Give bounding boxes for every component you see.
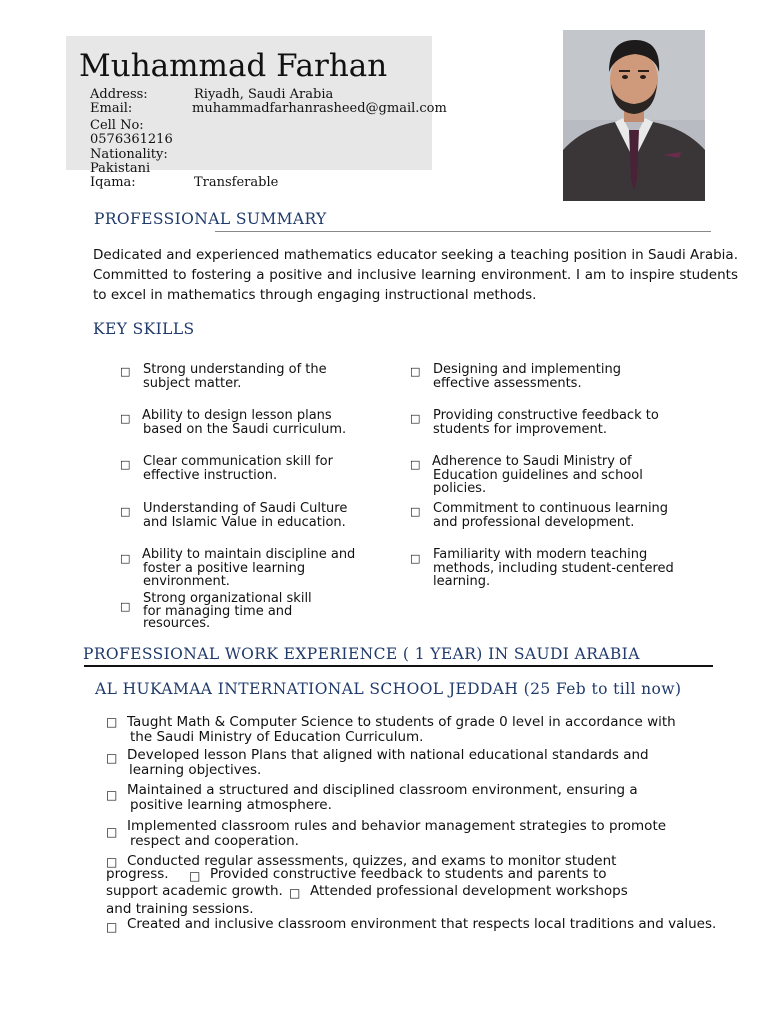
skill-line: Education guidelines and school bbox=[433, 467, 643, 483]
summary-heading: PROFESSIONAL SUMMARY bbox=[94, 210, 327, 228]
skill-line: and Islamic Value in education. bbox=[143, 514, 346, 530]
cell-value: 0576361216 bbox=[90, 132, 173, 147]
skill-line: methods, including student-centered bbox=[433, 560, 674, 576]
experience-line: Developed lesson Plans that aligned with national educational standards and bbox=[127, 747, 649, 763]
experience-item bbox=[127, 783, 638, 812]
bullet-icon: □ bbox=[289, 886, 301, 900]
experience-item bbox=[127, 715, 676, 744]
experience-heading: PROFESSIONAL WORK EXPERIENCE ( 1 YEAR) IN SAUDI ARABIA bbox=[83, 645, 640, 663]
bullet-icon: □ bbox=[120, 552, 131, 565]
bullet-icon: □ bbox=[120, 600, 131, 613]
experience-line: Taught Math & Computer Science to students of grade 0 level in accordance with bbox=[127, 714, 676, 730]
candidate-name: Muhammad Farhan bbox=[79, 48, 388, 84]
cell-label: Cell No: bbox=[90, 118, 144, 133]
skill-line: based on the Saudi curriculum. bbox=[143, 421, 347, 437]
bullet-icon: □ bbox=[120, 505, 131, 518]
experience-item bbox=[127, 819, 666, 848]
skill-item bbox=[142, 548, 382, 589]
skill-item bbox=[433, 548, 713, 589]
nationality-value: Pakistani bbox=[90, 161, 151, 176]
profile-photo bbox=[563, 30, 705, 201]
bullet-icon: □ bbox=[106, 751, 118, 765]
skill-line: and professional development. bbox=[433, 514, 635, 530]
bullet-icon: □ bbox=[189, 869, 201, 883]
skill-item bbox=[143, 455, 383, 482]
skill-line: Understanding of Saudi Culture bbox=[143, 501, 348, 516]
skill-line: environment. bbox=[143, 574, 230, 589]
bullet-icon: □ bbox=[410, 458, 421, 471]
experience-line: and training sessions. bbox=[106, 901, 254, 917]
bullet-icon: □ bbox=[410, 412, 421, 425]
skill-line: Adherence to Saudi Ministry of bbox=[432, 454, 632, 469]
bullet-icon: □ bbox=[106, 788, 118, 802]
skill-item bbox=[143, 593, 383, 631]
skill-line: effective assessments. bbox=[433, 375, 582, 391]
skill-line: Ability to maintain discipline and bbox=[142, 547, 356, 562]
skill-line: resources. bbox=[143, 616, 211, 631]
experience-line: Implemented classroom rules and behavior management strategies to promote bbox=[127, 818, 667, 834]
summary-text: Dedicated and experienced mathematics educator seeking a teaching position in Saudi Arabia. Committed to fostering a positive and inclusive learning environment. I am to inspire students to excel in mathematics through engaging instructional methods. bbox=[93, 247, 738, 303]
experience-line: Provided constructive feedback to students and parents to bbox=[210, 866, 607, 882]
skill-line: Providing constructive feedback to bbox=[433, 408, 659, 423]
iqama-label: Iqama: bbox=[90, 175, 136, 190]
skill-line: Designing and implementing bbox=[433, 362, 621, 377]
skill-line: Ability to design lesson plans bbox=[142, 408, 332, 423]
address-label: Address: bbox=[90, 87, 148, 102]
experience-line: Conducted regular assessments, quizzes, and exams to monitor student bbox=[127, 853, 617, 869]
experience-line: respect and cooperation. bbox=[130, 832, 299, 849]
skill-line: Strong organizational skill bbox=[143, 591, 312, 606]
experience-line: progress. bbox=[106, 866, 169, 882]
summary-divider bbox=[215, 231, 711, 232]
iqama-value: Transferable bbox=[194, 175, 279, 190]
experience-item bbox=[127, 748, 649, 777]
skill-line: Strong understanding of the bbox=[143, 362, 327, 377]
experience-line: Maintained a structured and disciplined classroom environment, ensuring a bbox=[127, 782, 638, 798]
profile-photo-illustration bbox=[563, 30, 705, 201]
bullet-icon: □ bbox=[120, 412, 131, 425]
experience-line: the Saudi Ministry of Education Curriculum. bbox=[130, 728, 424, 745]
skills-heading: KEY SKILLS bbox=[93, 320, 195, 338]
skill-line: policies. bbox=[433, 481, 487, 496]
experience-line: learning objectives. bbox=[129, 761, 262, 778]
skill-item bbox=[142, 409, 382, 436]
skill-line: foster a positive learning bbox=[143, 560, 306, 576]
bullet-icon: □ bbox=[410, 552, 421, 565]
email-label: Email: bbox=[90, 101, 133, 116]
experience-line: Created and inclusive classroom environment that respects local traditions and values. bbox=[127, 916, 717, 932]
bullet-icon: □ bbox=[106, 855, 118, 869]
skill-item bbox=[143, 363, 383, 390]
nationality-label: Nationality: bbox=[90, 147, 168, 162]
bullet-icon: □ bbox=[410, 505, 421, 518]
experience-line: positive learning atmosphere. bbox=[130, 796, 332, 813]
skill-item bbox=[143, 502, 383, 529]
bullet-icon: □ bbox=[106, 920, 118, 934]
skill-line: for managing time and bbox=[143, 603, 293, 619]
skill-line: effective instruction. bbox=[143, 467, 278, 483]
bullet-icon: □ bbox=[410, 365, 421, 378]
skill-line: students for improvement. bbox=[433, 421, 607, 437]
skill-line: learning. bbox=[433, 574, 491, 589]
bullet-icon: □ bbox=[106, 825, 118, 839]
skill-item bbox=[433, 409, 713, 436]
bullet-icon: □ bbox=[106, 715, 118, 729]
address-value: Riyadh, Saudi Arabia bbox=[194, 87, 334, 102]
skill-item bbox=[432, 455, 712, 496]
skill-item bbox=[433, 502, 713, 529]
skill-line: subject matter. bbox=[143, 375, 242, 391]
skill-line: Clear communication skill for bbox=[143, 454, 333, 469]
skill-line: Commitment to continuous learning bbox=[433, 501, 669, 516]
experience-line: Attended professional development workshops bbox=[310, 883, 628, 899]
skill-item bbox=[433, 363, 713, 390]
email-value: muhammadfarhanrasheed@gmail.com bbox=[192, 101, 447, 116]
skill-line: Familiarity with modern teaching bbox=[433, 547, 648, 562]
school-heading: AL HUKAMAA INTERNATIONAL SCHOOL JEDDAH (25 Feb to till now) bbox=[95, 680, 682, 698]
experience-line: support academic growth. bbox=[106, 883, 283, 899]
bullet-icon: □ bbox=[120, 365, 131, 378]
bullet-icon: □ bbox=[120, 458, 131, 471]
experience-divider bbox=[84, 665, 713, 667]
